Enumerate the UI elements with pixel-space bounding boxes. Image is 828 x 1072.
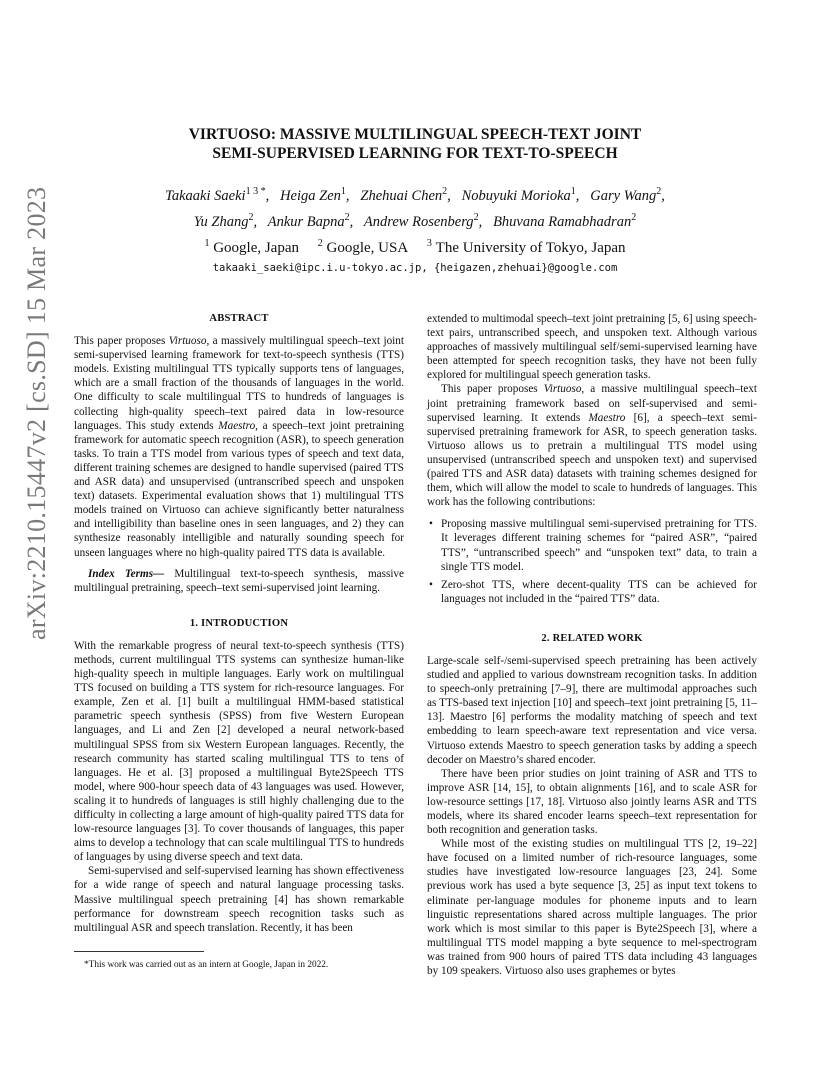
author-sup: 2 xyxy=(248,211,254,223)
author-sup: 1 3 * xyxy=(245,186,266,197)
footnote-rule xyxy=(74,951,204,952)
intro-paragraph-1: With the remarkable progress of neural text-to-speech synthesis (TTS) methods, current multilingual TTS systems can synthesize human-like high-quality speech in multiple languages. Early work on multilingual TTS focused on building a TTS system for rich-resource languages. For example, Zen et al. [1] built a multilingual HMM-based statistical parametric speech synthesis (SPSS) from five Western European languages, and Li and Zen [2] developed a neural network-based multilingual SPSS from six Western European languages. Recently, the research community has started scaling multilingual TTS to tens of languages. He et al. [3] proposed a multilingual Byte2Speech TTS model, where 900-hour speech data of 43 languages was used. However, scaling it to hundreds of languages is still highly challenging due to the difficulty in collecting a large amount of high-quality paired TTS data for low-resource languages [3]. To cover thousands of languages, this paper aims to develop a technology that can scale multilingual TTS to hundreds of languages by using diverse speech and text data. xyxy=(74,639,404,864)
index-terms-text: Multilingual text-to-speech synthesis, massive multilingual pretraining, speech–text semi-supervised joint learning. xyxy=(74,567,404,594)
title-line-1: VIRTUOSO: MASSIVE MULTILINGUAL SPEECH-TEXT JOINT xyxy=(188,126,642,143)
title-line-2: SEMI-SUPERVISED LEARNING FOR TEXT-TO-SPEECH xyxy=(212,145,618,162)
author: Andrew Rosenberg xyxy=(363,213,474,230)
footnote: *This work was carried out as an intern at Google, Japan in 2022. xyxy=(84,959,329,970)
author-sup: 1 xyxy=(340,186,346,197)
text-run: , a speech–text joint pretraining framework for automatic speech recognition (ASR), to speech generation tasks. To train a TTS model from various types of speech and text data, different training schemes are designed to handle supervised (paired TTS and ASR data) and unsupervised (untranscribed speech and unspoken text) datasets. Experimental evaluation shows that 1) multilingual TTS models trained on Virtuoso can achieve significantly better naturalness and intelligibility than baseline ones in seen languages, and 2) they can synthesize reasonably intelligible and naturally sounding speech for unseen languages where no high-quality paired TTS data is available. xyxy=(74,419,404,559)
affil-sup: 2 xyxy=(317,238,323,249)
affiliation: Google, USA xyxy=(326,240,409,256)
author-line-1: Takaaki Saeki$^{1 3 *}$, Heiga Zen$^1$, Zhehuai Chen$^2$, Nobuyuki Morioka$^1$, Gary Wang$^2$, xyxy=(165,186,665,204)
arxiv-identifier: arXiv:2210.15447v2 [cs.SD] 15 Mar 2023 xyxy=(22,186,51,640)
author-list xyxy=(90,181,740,233)
abstract-heading: ABSTRACT xyxy=(209,313,269,324)
author-sup: 2 xyxy=(656,186,662,197)
author-sup: 2 xyxy=(473,211,479,223)
index-terms-label: Index Terms— xyxy=(88,567,165,580)
text-run: , a massive multilingual speech–text joint pretraining framework based on self-supervised and semi-supervised learning. It extends xyxy=(427,383,757,424)
author-sup: 2 xyxy=(344,211,350,223)
affiliations xyxy=(90,234,740,258)
left-column xyxy=(74,312,404,972)
author-sup: 2 xyxy=(442,186,448,197)
contribution-list xyxy=(427,517,757,606)
author-sup: 2 xyxy=(631,211,637,223)
text-run: This paper proposes xyxy=(441,383,544,396)
author: Takaaki Saeki xyxy=(165,187,246,204)
introduction-heading: 1. INTRODUCTION xyxy=(189,617,289,629)
related-paragraph-1: Large-scale self-/semi-supervised speech pretraining has been actively studied and applied to various downstream recognition tasks. In addition to speech-only pretraining [7–9], there are multimodal approaches such as TTS-based text injection [10] and speech–text joint pretraining [5, 11–13]. Maestro [6] performs the modality matching of speech and text embedding to learn speech-aware text representation and vice versa. Virtuoso extends Maestro to speech generation tasks by adding a speech decoder on Maestro’s shared encoder. xyxy=(427,654,757,766)
author-sup: 1 xyxy=(570,186,576,197)
related-work-heading: 2. RELATED WORK xyxy=(541,632,643,644)
author: Zhehuai Chen xyxy=(360,187,443,204)
author: Yu Zhang xyxy=(193,213,249,230)
paper-title xyxy=(90,125,740,163)
affil-sup: 1 xyxy=(204,238,210,249)
author: Gary Wang xyxy=(590,187,657,204)
email-addresses: takaaki_saeki@ipc.i.u-tokyo.ac.jp, {heigazen,zhehuai}@google.com xyxy=(212,262,618,274)
intro-continued-paragraph: extended to multimodal speech–text joint pretraining [5, 6] using speech-text pairs, untranscribed speech, and unspoken text. Although various approaches of massively multilingual self/semi-supervised learning have been attempted for speech recognition tasks, they have not been fully explored for multilingual speech generation tasks. xyxy=(427,313,757,382)
right-column xyxy=(427,312,757,978)
author: Ankur Bapna xyxy=(267,213,345,230)
affiliation: Google, Japan xyxy=(213,240,299,256)
text-run-italic: Virtuoso xyxy=(543,383,582,396)
author: Nobuyuki Morioka xyxy=(461,187,571,204)
text-run: [6], a speech–text semi-supervised pretraining framework for ASR, to speech generation tasks. Virtuoso allows us to pretrain a multilingual TTS model using unsupervised (untranscribed speech and unspoken text) and supervised (paired TTS and ASR data) datasets with training schemes designed for them, which will allow the model to scale to hundreds of languages. This work has the following contributions: xyxy=(427,411,757,509)
abstract-paragraph xyxy=(74,334,404,560)
intro-paragraph-2: Semi-supervised and self-supervised learning has shown effectiveness for a wide range of speech and natural language processing tasks. Massive multilingual speech pretraining [4] has shown remarkable performance for downstream speech recognition tasks such as multilingual ASR and speech translation. Recently, it has been xyxy=(74,865,404,934)
contribution-item: • Proposing massive multilingual semi-supervised pretraining for TTS. It leverages different training schemes for “paired ASR”, “paired TTS”, “untranscribed speech” and “unspoken text” data, to train a single TTS model. xyxy=(427,517,757,573)
index-terms xyxy=(74,567,404,595)
affiliation: The University of Tokyo, Japan xyxy=(435,240,626,256)
author: Bhuvana Ramabhadran xyxy=(493,213,632,230)
intro-paragraph-3 xyxy=(427,382,757,509)
text-run: , a massively multilingual speech–text joint semi-supervised learning framework for text-to-speech synthesis (TTS) models. Existing multilingual TTS typically supports tens of languages, which are a small fraction of the thousands of languages in the world. One difficulty to scale multilingual TTS to hundreds of languages is collecting high-quality speech–text paired data in low-resource languages. This study extends xyxy=(74,335,404,432)
text-run: This paper proposes xyxy=(74,335,169,348)
author: Heiga Zen xyxy=(280,187,341,204)
author-line-2: Yu Zhang$^2$, Ankur Bapna$^2$, Andrew Rosenberg$^2$, Bhuvana Ramabhadran$^2$ xyxy=(193,211,637,230)
text-run-italic: Maestro xyxy=(588,411,626,424)
affil-sup: 3 xyxy=(426,238,432,249)
text-run-italic: Virtuoso xyxy=(168,335,207,348)
related-paragraph-2: There have been prior studies on joint training of ASR and TTS to improve ASR [14, 15], to obtain alignments [16], and to scale ASR for low-resource settings [17, 18]. Virtuoso also jointly learns ASR and TTS models, where its shared encoder learns speech–text representation for both recognition and generation tasks. xyxy=(427,767,757,837)
text-run-italic: Maestro xyxy=(218,419,256,432)
contribution-item: • Zero-shot TTS, where decent-quality TTS can be achieved for languages not included in the “paired TTS” data. xyxy=(427,578,757,606)
related-paragraph-3: While most of the existing studies on multilingual TTS [2, 19–22] have focused on a limited number of rich-resource languages, some studies have investigated low-resource languages [23, 24]. Some previous work has used a byte sequence [3, 25] as input text tokens to eliminate per-language modules for phoneme inputs and to learn linguistic representations shared across multiple languages. The prior work which is most similar to this paper is Byte2Speech [3], where a multilingual TTS model mapping a byte sequence to mel-spectrogram was trained from 900 hours of paired TTS data including 43 languages by 109 speakers. Virtuoso also uses graphemes or bytes xyxy=(427,838,757,978)
